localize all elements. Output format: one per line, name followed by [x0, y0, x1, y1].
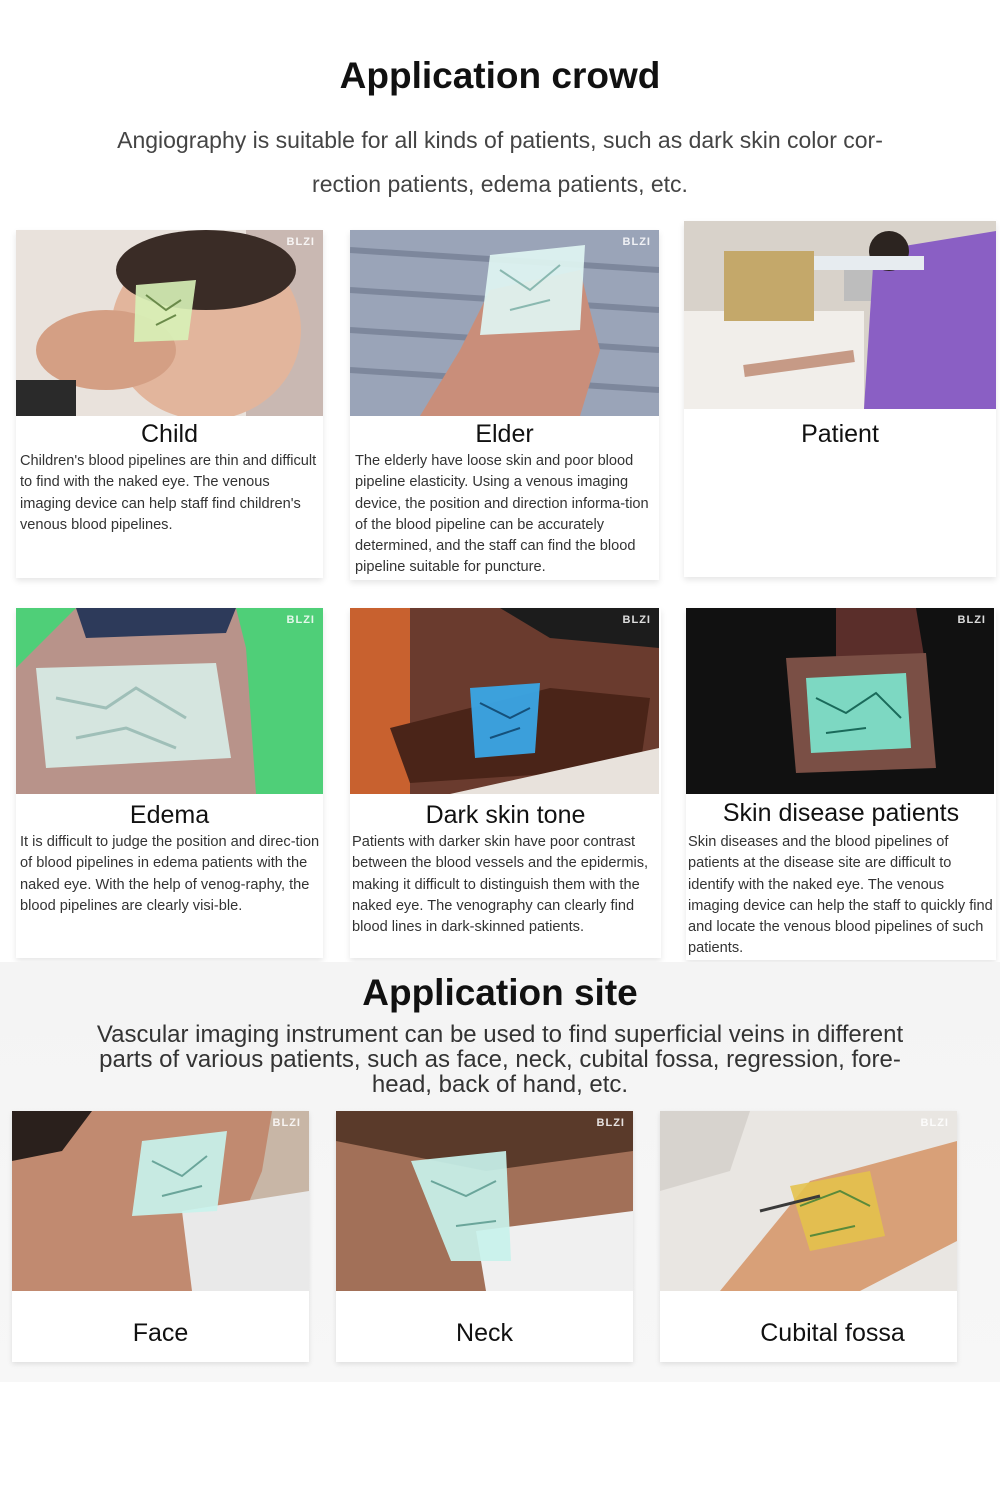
crowd-intro — [40, 118, 960, 206]
card-description: Children's blood pipelines are thin and difficult to find with the naked eye. The venous imaging device can help staff find children's venous blood pipelines. — [20, 453, 317, 533]
watermark: BLZI — [286, 236, 315, 248]
card-title: Skin disease patients — [722, 799, 960, 827]
edema-photo — [16, 608, 323, 794]
card-title: Cubital fossa — [760, 1319, 905, 1347]
watermark: BLZI — [596, 1117, 625, 1129]
card-title: Neck — [456, 1319, 513, 1347]
watermark: BLZI — [622, 614, 651, 626]
site-title: Application site — [362, 972, 638, 1013]
card-title: Edema — [129, 801, 210, 829]
site-card-face — [12, 1111, 309, 1362]
crowd-intro-line-1: Angiography is suitable for all kinds of patients, such as dark skin color cor- — [117, 127, 883, 153]
site-intro-line-1: Vascular imaging instrument can be used to find superficial veins in different — [96, 1021, 904, 1048]
skin-disease-photo — [686, 608, 994, 794]
card-description: Patients with darker skin have poor contrast between the blood vessels and the epidermis, making it difficult to distinguish them with the naked eye. The venography can clearly find blood lines in dark-skinned patients. — [352, 834, 649, 936]
card-title: Elder — [475, 420, 534, 448]
crowd-card-patient — [684, 221, 996, 577]
card-description: It is difficult to judge the position and direc-tion of blood pipelines in edema patients with the naked eye. With the help of venog-raphy, the blood pipelines are clearly visi-ble. — [20, 834, 320, 914]
card-title: Child — [141, 420, 198, 448]
watermark: BLZI — [622, 236, 651, 248]
crowd-intro-line-2: rection patients, edema patients, etc. — [312, 171, 688, 197]
site-card-neck — [336, 1111, 633, 1362]
patient-photo — [684, 221, 996, 409]
crowd-card-dark-skin-tone — [350, 608, 661, 958]
card-title: Dark skin tone — [425, 801, 586, 829]
site-intro-line-3: head, back of hand, etc. — [371, 1071, 629, 1098]
cubital-fossa-photo — [660, 1111, 957, 1291]
dark-skin-photo — [350, 608, 659, 794]
neck-photo — [336, 1111, 633, 1291]
card-title: Face — [132, 1319, 189, 1347]
card-description: The elderly have loose skin and poor blood pipeline elasticity. Using a venous imaging device, the position and direction informa-tion of the blood pipeline can be accurately determined, and the staff can find the blood pipeline suitable for puncture. — [355, 453, 649, 576]
site-card-cubital-fossa — [660, 1111, 957, 1362]
crowd-card-skin-disease — [686, 608, 996, 960]
watermark: BLZI — [957, 614, 986, 626]
watermark: BLZI — [272, 1117, 301, 1129]
crowd-title: Application crowd — [339, 55, 661, 96]
watermark: BLZI — [286, 614, 315, 626]
face-photo — [12, 1111, 309, 1291]
crowd-card-elder — [350, 230, 659, 580]
site-intro-line-2: parts of various patients, such as face, neck, cubital fossa, regression, fore- — [99, 1046, 901, 1073]
crowd-card-edema — [16, 608, 323, 958]
crowd-card-child — [16, 230, 323, 578]
site-intro — [30, 1022, 970, 1097]
child-photo — [16, 230, 323, 416]
card-title: Patient — [801, 420, 879, 448]
elder-photo — [350, 230, 659, 416]
card-description: Skin diseases and the blood pipelines of patients at the disease site are difficult to identify with the naked eye. The venous imaging device can help the staff to quickly find and locate the venous blood pipelines of such patients. — [688, 834, 993, 957]
watermark: BLZI — [920, 1117, 949, 1129]
